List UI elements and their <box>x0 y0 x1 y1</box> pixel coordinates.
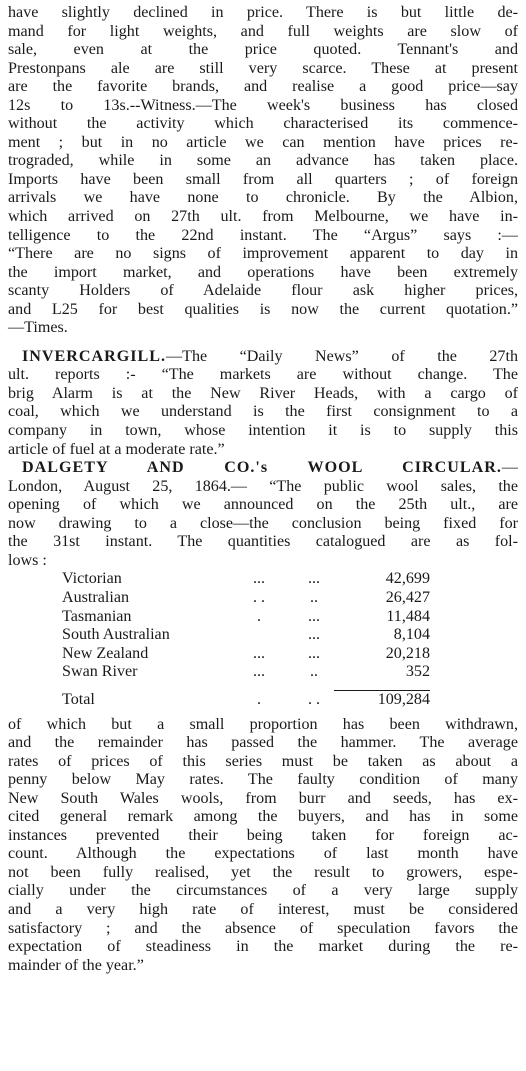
spacer <box>294 682 334 691</box>
text-line: telligence to the 22nd instant. The “Argus” says :— <box>8 226 518 244</box>
text-line: without the activity which characterised its commence- <box>8 115 518 133</box>
bales-value: 352 <box>405 663 430 681</box>
sum-rule <box>334 682 430 691</box>
text-line: —Times. <box>8 319 68 337</box>
leader-dots: . . <box>307 690 321 708</box>
text-line: Prestonpans ale are still very scarce. These at present <box>8 59 518 77</box>
leader-dots: . . <box>252 589 266 606</box>
colony-name: Tasmanian <box>62 607 132 625</box>
text-line: Imports have been small from all quarters ; of foreign <box>8 170 518 188</box>
leader-dots: ... <box>252 570 266 588</box>
colony-name: Swan River <box>62 663 138 681</box>
text-line: mand for light weights, and full weights are slow of <box>8 22 518 40</box>
text-line: arrivals we have none to chronicle. By the Albion, <box>8 189 518 207</box>
text-line: satisfactory ; and the absence of speculation favors the <box>8 919 518 937</box>
wool-circular-paragraph <box>8 459 518 570</box>
text-line: ment ; but in no article we can mention have prices re- <box>8 133 518 151</box>
text-line: count. Although the expectations of last month have <box>8 845 518 863</box>
spacer <box>62 682 224 691</box>
section-heading: DALGETY AND CO.'s WOOL CIRCULAR. <box>22 459 502 477</box>
colony-name: Australian <box>62 589 130 606</box>
total-label: Total <box>62 690 95 708</box>
table-row <box>62 589 430 608</box>
text-line: brig Alarm is at the New River Heads, with a cargo of <box>8 384 518 402</box>
text-line: have slightly declined in price. There is but little de- <box>8 4 518 21</box>
bales-value: 11,484 <box>386 607 430 625</box>
text-line: mainder of the year.” <box>8 956 144 974</box>
table-row <box>62 663 430 682</box>
spacer <box>224 682 294 691</box>
text-line: the import market, and operations have been extremely <box>8 263 518 281</box>
table-row <box>62 645 430 664</box>
text-line <box>8 459 518 478</box>
leader-dots: .. <box>309 589 319 606</box>
text-line: opening of which we announced on the 25th ult., are <box>8 496 518 514</box>
text-line: “There are no signs of improvement apparent to day in <box>8 245 518 263</box>
colony-name: New Zealand <box>62 644 149 662</box>
text-line: New South Wales wools, from burr and seeds, has ex- <box>8 789 518 807</box>
text-line: cially under the circumstances of a very large supply <box>8 882 518 900</box>
wool-quantities-table <box>62 570 430 709</box>
text-line: expectation of steadiness in the market during the re- <box>8 938 518 956</box>
leader-dots: ... <box>252 663 266 681</box>
text-line <box>8 348 518 367</box>
leader-dots: .. <box>309 663 319 681</box>
text-line: cited general remark among the buyers, and has in some <box>8 808 518 826</box>
text-line: 12s to 13s.--Witness.—The week's business has closed <box>8 96 518 114</box>
text-line: lows : <box>8 551 47 569</box>
text-line: sale, even at the price quoted. Tennant's and <box>8 41 518 59</box>
table-row <box>62 626 430 645</box>
text-fragment: —The “Daily News” of the 27th <box>166 347 518 365</box>
paragraph-gap <box>8 338 518 348</box>
text-line: article of fuel at a moderate rate.” <box>8 440 225 458</box>
invercargill-paragraph <box>8 348 518 459</box>
text-line: scanty Holders of Adelaide flour ask higher prices, <box>8 282 518 300</box>
text-line: which arrived on 27th ult. from Melbourne, we have in- <box>8 208 518 226</box>
total-value: 109,284 <box>377 690 430 708</box>
leader-dots: ... <box>307 570 321 588</box>
text-line: not been fully realised, yet the result to growers, espe- <box>8 863 518 881</box>
table-row <box>62 608 430 627</box>
wool-sales-remarks-paragraph <box>8 716 518 976</box>
section-heading: INVERCARGILL. <box>22 347 167 365</box>
sum-rule-row <box>62 682 430 691</box>
table-row <box>62 570 430 589</box>
colony-name: South Australian <box>62 626 170 644</box>
leader-dots: ... <box>307 626 321 644</box>
text-line: ult. reports :- “The markets are without change. The <box>8 366 518 384</box>
text-line: and a very high rate of interest, must be considered <box>8 901 518 919</box>
total-row <box>62 690 430 709</box>
leader-dots <box>224 626 294 645</box>
leader-dots: . <box>256 690 262 708</box>
bales-value: 8,104 <box>393 626 430 644</box>
text-line: the 31st instant. The quantities catalogued are as fol- <box>8 533 518 551</box>
text-line: penny below May rates. The faulty condition of many <box>8 771 518 789</box>
text-line: and the remainder has passed the hammer. The average <box>8 734 518 752</box>
text-line: of which but a small proportion has been withdrawn, <box>8 715 518 733</box>
text-line: instances prevented their being taken for foreign ac- <box>8 826 518 844</box>
text-line: now drawing to a close—the conclusion being fixed for <box>8 514 518 532</box>
colony-name: Victorian <box>62 570 122 588</box>
leader-dots: . <box>256 607 262 625</box>
leader-dots: ... <box>252 644 266 662</box>
text-line: and L25 for best qualities is now the current quotation.” <box>8 300 518 318</box>
market-report-paragraph <box>8 4 518 338</box>
text-line: company in town, whose intention it is to supply this <box>8 422 518 440</box>
text-line: rates of prices of this series must be taken as about a <box>8 752 518 770</box>
leader-dots: ... <box>307 644 321 662</box>
text-line: coal, which we understand is the first consignment to a <box>8 403 518 421</box>
bales-value: 20,218 <box>385 644 430 662</box>
leader-dots: ... <box>307 607 321 625</box>
text-line: are the favorite brands, and realise a good price—say <box>8 78 518 96</box>
text-line: London, August 25, 1864.— “The public wool sales, the <box>8 477 518 495</box>
bales-value: 26,427 <box>385 589 430 606</box>
text-fragment: — <box>501 459 518 477</box>
text-line: trograded, while in some an advance has taken place. <box>8 152 518 170</box>
bales-value: 42,699 <box>385 570 430 588</box>
